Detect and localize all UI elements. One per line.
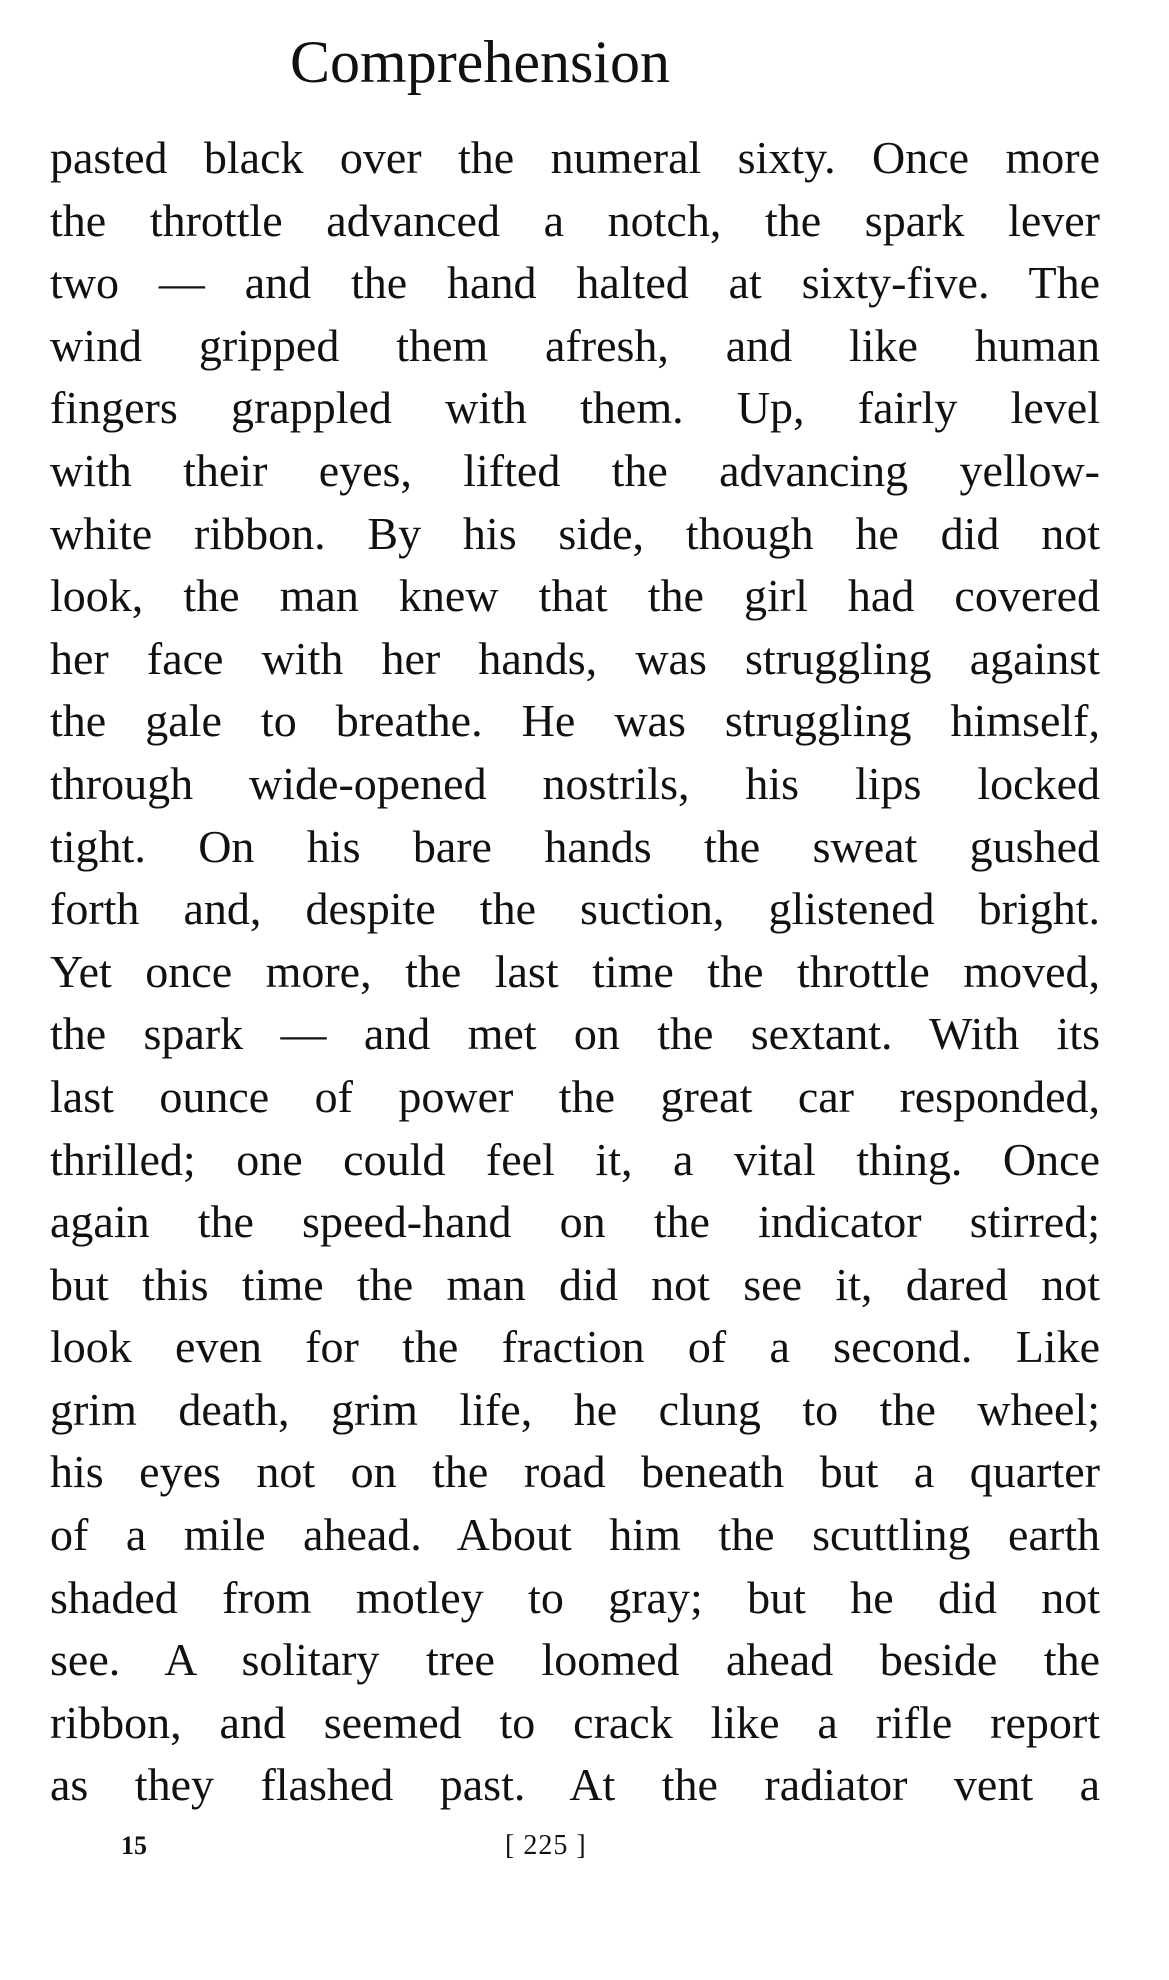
text-line: grim death, grim life, he clung to the wheel; (50, 1383, 1100, 1435)
text-line: his eyes not on the road beneath but a quarter (50, 1446, 1100, 1498)
page-footer (0, 1826, 1169, 1866)
text-line: but this time the man did not see it, dared not (50, 1258, 1100, 1310)
text-line: fingers grappled with them. Up, fairly level (50, 382, 1100, 434)
text-line: as they flashed past. At the radiator vent a (50, 1759, 1100, 1811)
text-line: wind gripped them afresh, and like human (50, 319, 1100, 371)
text-line: forth and, despite the suction, glistened bright. (50, 883, 1100, 935)
text-line: the gale to breathe. He was struggling himself, (50, 695, 1100, 747)
text-line: pasted black over the numeral sixty. Once more (50, 132, 1100, 183)
text-line: of a mile ahead. About him the scuttling earth (50, 1509, 1100, 1561)
body-text (50, 127, 1100, 1817)
text-line: ribbon, and seemed to crack like a rifle report (50, 1696, 1100, 1748)
text-line: the throttle advanced a notch, the spark lever (50, 194, 1100, 246)
signature-mark: 15 (121, 1831, 147, 1860)
text-line: see. A solitary tree loomed ahead beside the (50, 1634, 1100, 1686)
text-line: with their eyes, lifted the advancing yellow- (50, 444, 1100, 496)
text-line: look, the man knew that the girl had covered (50, 570, 1100, 622)
text-line: thrilled; one could feel it, a vital thing. Once (50, 1133, 1100, 1185)
running-head: Comprehension (290, 29, 670, 95)
text-line: Yet once more, the last time the throttle moved, (50, 945, 1100, 997)
text-line: again the speed-hand on the indicator stirred; (50, 1196, 1100, 1248)
text-line: two — and the hand halted at sixty-five. The (50, 257, 1100, 309)
text-line: shaded from motley to gray; but he did not (50, 1571, 1100, 1623)
text-line: look even for the fraction of a second. Like (50, 1321, 1100, 1373)
text-line: through wide-opened nostrils, his lips locked (50, 757, 1100, 809)
text-line: her face with her hands, was struggling against (50, 632, 1100, 684)
text-line: white ribbon. By his side, though he did not (50, 507, 1100, 559)
text-line: the spark — and met on the sextant. With its (50, 1008, 1100, 1060)
text-line: last ounce of power the great car responded, (50, 1070, 1100, 1122)
text-line: tight. On his bare hands the sweat gushed (50, 820, 1100, 872)
page-number: [ 225 ] (505, 1830, 587, 1861)
